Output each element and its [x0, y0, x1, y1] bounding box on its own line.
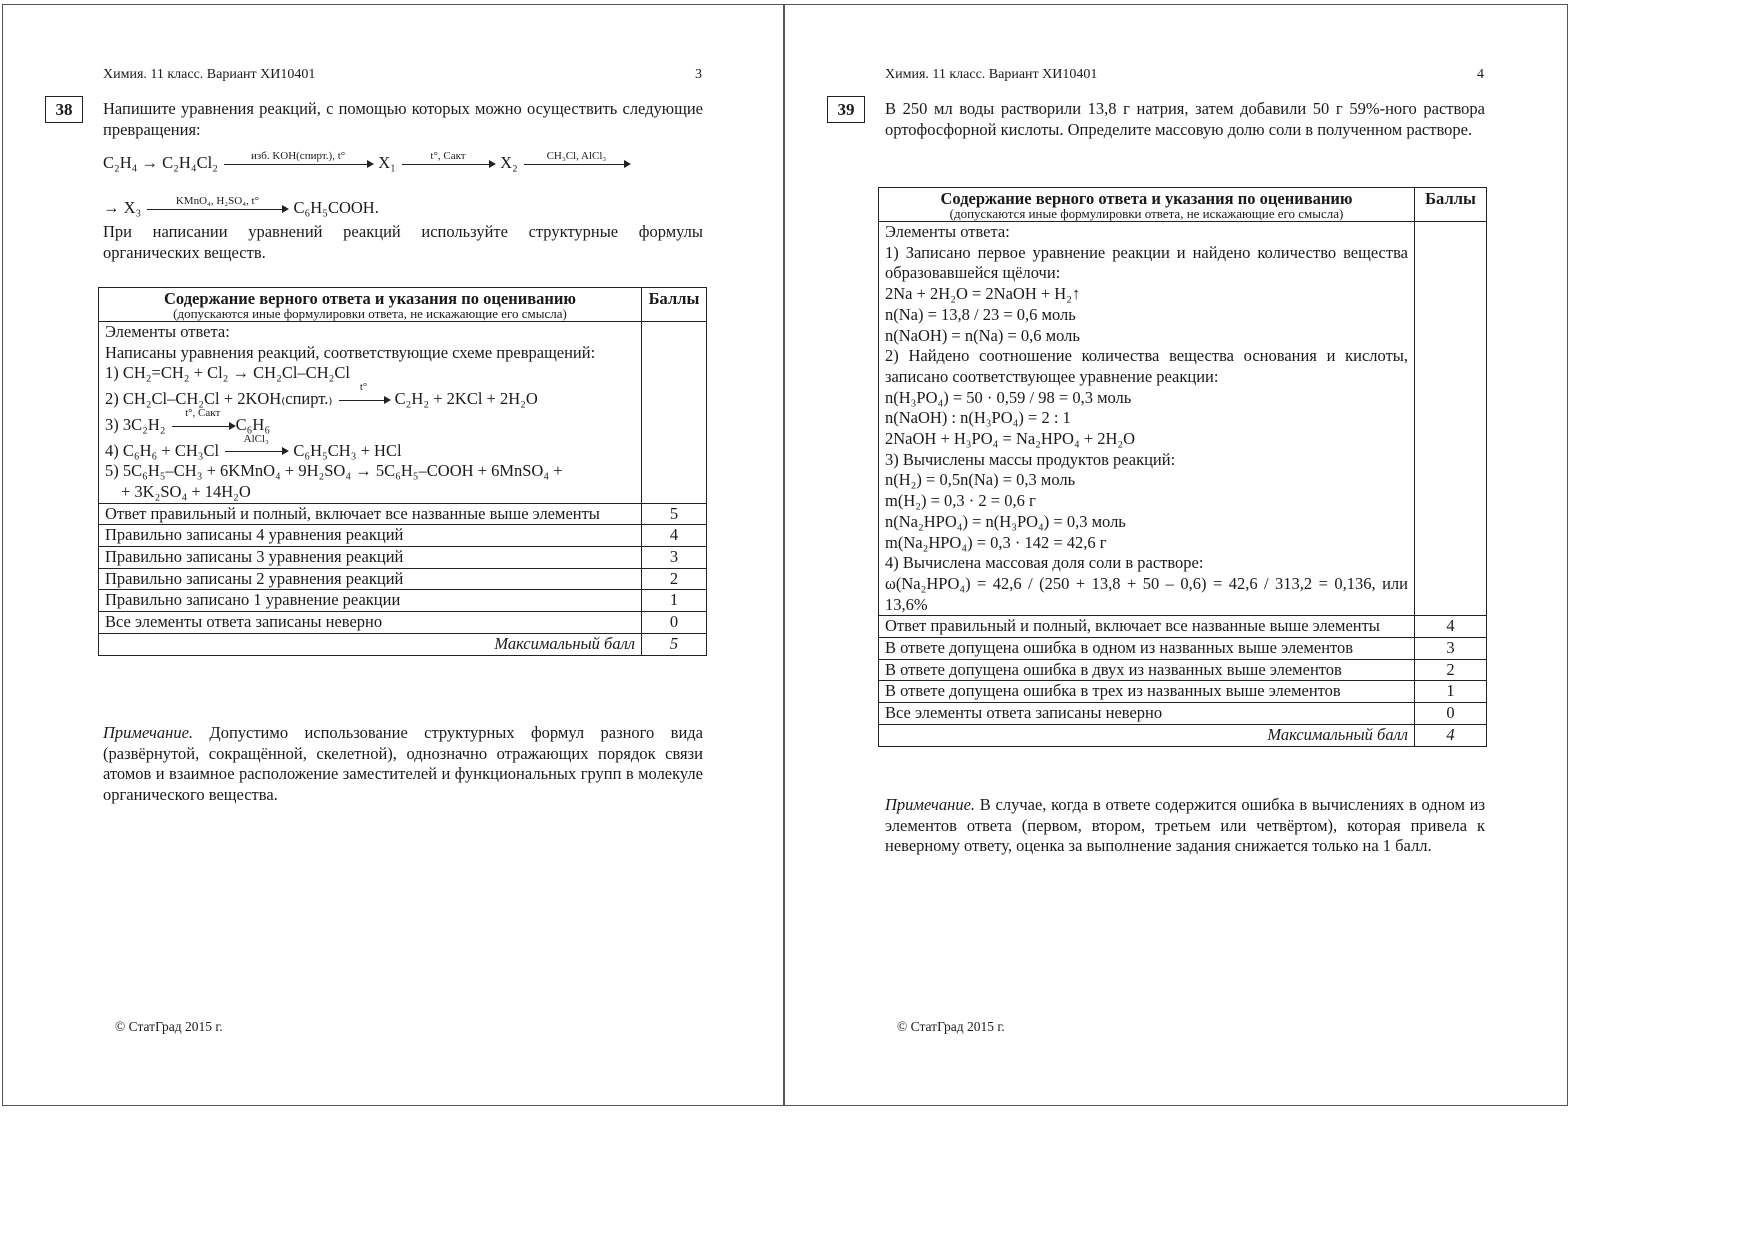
max-score: 4: [1415, 724, 1487, 746]
answer-line: 2NaOH + H₃PO₄ = Na₂HPO₄ + 2H₂O: [885, 429, 1136, 449]
criterion: В ответе допущена ошибка в трех из названных выше элементов: [879, 681, 1415, 703]
table-row: [879, 638, 1487, 660]
page-4: [784, 4, 1568, 1106]
text: Написаны уравнения реакций, соответствующие схеме превращений:: [105, 342, 596, 362]
copyright: © СтатГрад 2015 г.: [115, 1019, 223, 1034]
answer-line: 4) Вычислена массовая доля соли в растворе:: [885, 553, 1204, 573]
table-row: [99, 525, 707, 547]
table-row: [99, 547, 707, 569]
score: 4: [1415, 616, 1487, 638]
note-label: Примечание.: [103, 723, 194, 742]
formula: C₂H₂ + 2KCl + 2H₂O: [394, 389, 538, 409]
note-text: Допустимо использование структурных формул разного вида (развёрнутой, сокращённой, скелетной), однозначно отражающих порядок связи атомов и взаимное расположение заместителей и функциональных групп в молекуле органического вещества.: [103, 723, 703, 805]
max-score-row: [879, 724, 1487, 746]
page-number: 3: [695, 67, 702, 82]
score: 4: [642, 525, 707, 547]
scheme-line-2: [103, 194, 379, 218]
copyright: © СтатГрад 2015 г.: [897, 1019, 1005, 1034]
max-score-row: [99, 633, 707, 655]
answer-line: m(H₂) = 0,3 · 2 = 0,6 г: [885, 491, 1036, 511]
head-subtitle: (допускаются иные формулировки ответа, не искажающие его смысла): [949, 206, 1344, 221]
page-number: 4: [1477, 67, 1484, 82]
arrow: [524, 149, 629, 165]
criterion: Правильно записано 1 уравнение реакции: [99, 590, 642, 612]
criterion: Правильно записаны 4 уравнения реакций: [99, 525, 642, 547]
formula: C₆H₅COOH.: [293, 198, 379, 217]
table-row: [879, 616, 1487, 638]
note-text: В случае, когда в ответе содержится ошибка в вычислениях в одном из элементов ответа (первом, втором, третьем или четвёртом), которая привела к неверному ответу, оценка за выполнение задания снижается только на 1 балл.: [885, 795, 1485, 856]
table-row: [879, 681, 1487, 703]
equation: 5) 5C₆H₅–CH₃ + 6KMnO₄ + 9H₂SO₄ → 5C₆H₅–COOH + 6MnSO₄ +: [105, 461, 563, 481]
equation: + 3K₂SO₄ + 14H₂O: [121, 481, 251, 501]
arrow: [224, 149, 372, 165]
answer-elements: [99, 322, 642, 504]
score-head: Баллы: [1415, 188, 1487, 222]
condition: изб. KOH(спирт.), t°: [250, 149, 346, 162]
score: 0: [642, 612, 707, 634]
note: [885, 795, 1485, 857]
answer-line: ω(Na₂HPO₄) = 42,6 / (250 + 13,8 + 50 – 0,6) = 42,6 / 313,2 = 0,136, или 13,6%: [885, 573, 1408, 614]
answer-line: n(NaOH) : n(H₃PO₄) = 2 : 1: [885, 408, 1071, 428]
table-row: [879, 659, 1487, 681]
answer-line: n(H₃PO₄) = 50 · 0,59 / 98 = 0,3 моль: [885, 387, 1132, 407]
answer-line: n(NaOH) = n(Na) = 0,6 моль: [885, 325, 1080, 345]
equation: 1) CH₂=CH₂ + Cl₂ → CH₂Cl–CH₂Cl: [105, 363, 350, 383]
head-subtitle: (допускаются иные формулировки ответа, не искажающие его смысла): [173, 306, 567, 321]
equation: [105, 432, 635, 462]
page-header: Химия. 11 класс. Вариант ХИ10401: [885, 67, 1098, 82]
formula: X₁: [378, 153, 396, 172]
answer-line: n(Na) = 13,8 / 23 = 0,6 моль: [885, 304, 1076, 324]
formula: C₆H₆: [235, 414, 271, 434]
page-header: Химия. 11 класс. Вариант ХИ10401: [103, 67, 316, 82]
note: [103, 723, 703, 806]
criterion: Ответ правильный и полный, включает все названные выше элементы: [99, 503, 642, 525]
equation: [105, 406, 635, 436]
arrow: [225, 432, 287, 452]
score: 3: [1415, 638, 1487, 660]
arrow: [339, 381, 389, 401]
condition: AlCl₃: [243, 432, 269, 445]
answer-elements: [879, 222, 1415, 616]
head-title: Содержание верного ответа и указания по оцениванию: [164, 289, 576, 308]
score: 1: [642, 590, 707, 612]
condition: t°, Cакт: [430, 149, 466, 162]
score: 2: [1415, 659, 1487, 681]
text: Элементы ответа:: [105, 322, 230, 341]
formula: 3) 3C₂H₂: [105, 414, 166, 434]
formula: → X₃: [103, 198, 142, 217]
task-number: 38: [45, 96, 83, 123]
table-head: [99, 288, 642, 322]
note-label: Примечание.: [885, 795, 976, 814]
condition: t°: [359, 381, 368, 394]
answer-line: 3) Вычислены массы продуктов реакций:: [885, 449, 1176, 469]
answer-line: n(Na₂HPO₄) = n(H₃PO₄) = 0,3 моль: [885, 511, 1126, 531]
table-row: [99, 590, 707, 612]
scoring-table: [98, 287, 707, 656]
answer-line: 2Na + 2H₂O = 2NaOH + H₂↑: [885, 284, 1081, 304]
criterion: Правильно записаны 2 уравнения реакций: [99, 568, 642, 590]
table-head: [879, 188, 1415, 222]
score-head: Баллы: [642, 288, 707, 322]
criterion: Все элементы ответа записаны неверно: [879, 703, 1415, 725]
arrow: [172, 406, 234, 427]
score: 5: [642, 503, 707, 525]
table-row: [99, 568, 707, 590]
formula: 2) CH₂Cl–CH₂Cl + 2KOH₍спирт.₎: [105, 389, 333, 409]
arrow: [402, 149, 494, 165]
task-text: Напишите уравнения реакций, с помощью которых можно осуществить следующие превращения:: [103, 99, 703, 139]
table-row: [879, 703, 1487, 725]
page-3: [2, 4, 784, 1106]
formula: C₂H₄ → C₂H₄Cl₂: [103, 153, 218, 172]
criterion: Правильно записаны 3 уравнения реакций: [99, 547, 642, 569]
criterion: Ответ правильный и полный, включает все названные выше элементы: [879, 616, 1415, 638]
answer-line: Элементы ответа:: [885, 222, 1010, 241]
score: 1: [1415, 681, 1487, 703]
table-row: [99, 503, 707, 525]
condition: CH₃Cl, AlCl₃: [546, 149, 607, 162]
task-number: 39: [827, 96, 865, 123]
max-label: Максимальный балл: [99, 633, 642, 655]
table-row: [99, 612, 707, 634]
condition: KMnO₄, H₂SO₄, t°: [175, 194, 259, 207]
answer-line: m(Na₂HPO₄) = 0,3 · 142 = 42,6 г: [885, 532, 1107, 552]
score: 0: [1415, 703, 1487, 725]
task-text: В 250 мл воды растворили 13,8 г натрия, затем добавили 50 г 59%-ного раствора ортофосфорной кислоты. Определите массовую долю соли в полученном растворе.: [885, 99, 1485, 139]
criterion: В ответе допущена ошибка в двух из названных выше элементов: [879, 659, 1415, 681]
answer-line: 1) Записано первое уравнение реакции и найдено количество вещества образовавшейся щёлочи:: [885, 242, 1408, 283]
formula: 4) C₆H₆ + CH₃Cl: [105, 440, 220, 460]
scheme-line-1: [103, 149, 631, 173]
criterion: В ответе допущена ошибка в одном из названных выше элементов: [879, 638, 1415, 660]
task-text-2: При написании уравнений реакций используйте структурные формулы органических веществ.: [103, 222, 703, 262]
scoring-table: [878, 187, 1487, 747]
criterion: Все элементы ответа записаны неверно: [99, 612, 642, 634]
condition: t°, Cакт: [185, 406, 221, 419]
max-score: 5: [642, 633, 707, 655]
arrow: [147, 194, 287, 210]
score: 2: [642, 568, 707, 590]
head-title: Содержание верного ответа и указания по оцениванию: [940, 189, 1353, 208]
answer-line: 2) Найдено соотношение количества вещества основания и кислоты, записано соответствующее уравнение реакции:: [885, 346, 1408, 386]
answer-line: n(H₂) = 0,5n(Na) = 0,3 моль: [885, 470, 1076, 490]
formula: C₆H₅CH₃ + HCl: [293, 440, 402, 460]
formula: X₂: [500, 153, 518, 172]
max-label: Максимальный балл: [879, 724, 1415, 746]
score: 3: [642, 547, 707, 569]
